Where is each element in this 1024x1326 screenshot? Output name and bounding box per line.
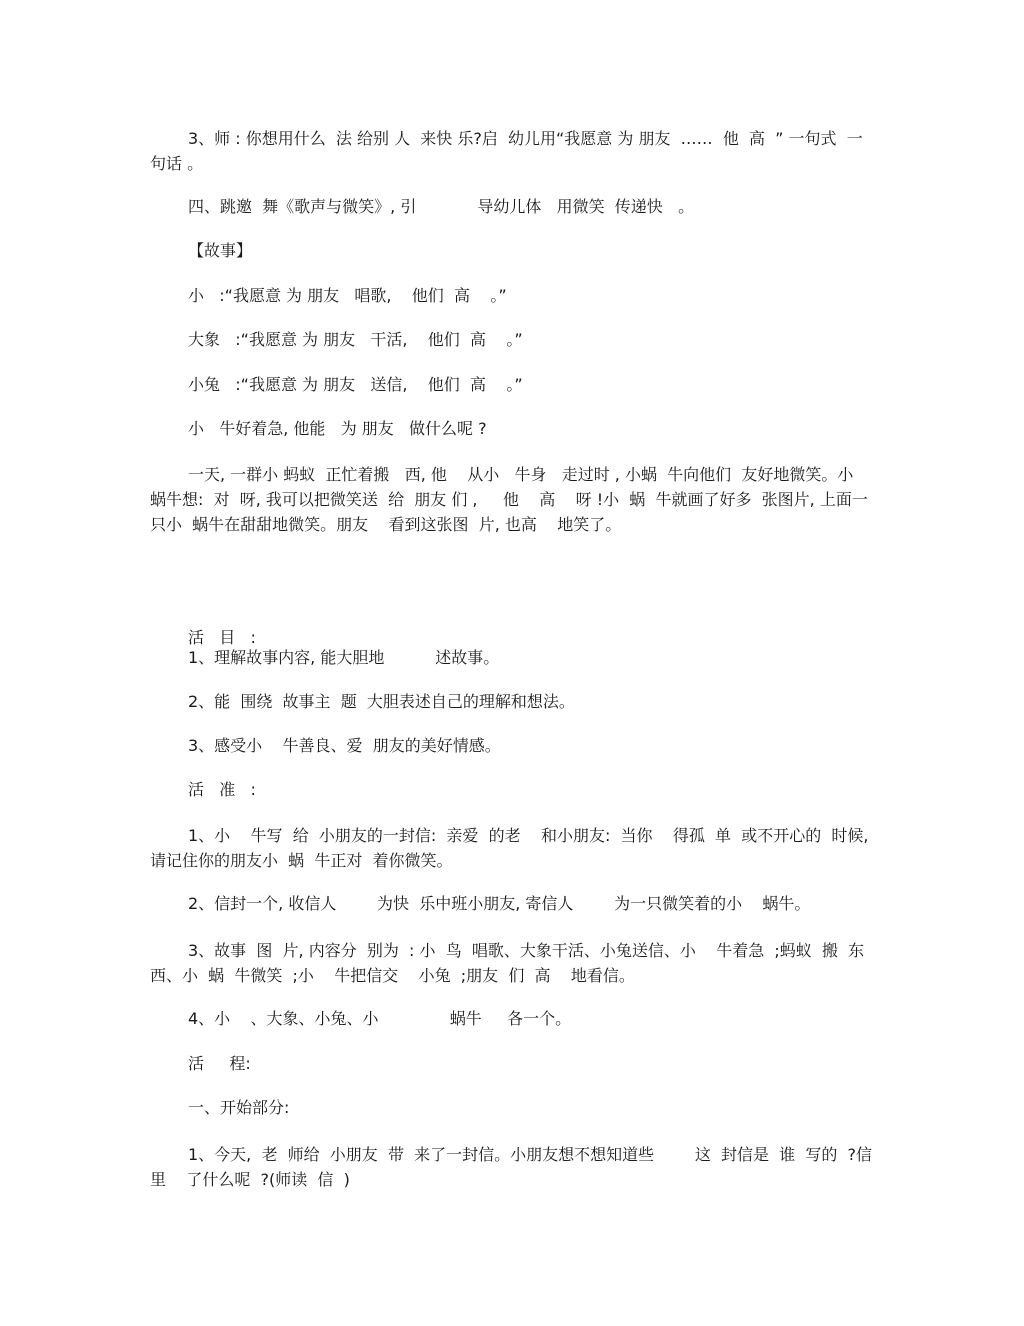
paragraph: 2、信封一个, 收信人 为快 乐中班小朋友, 寄信人 为一只微笑着的小 蜗牛。 [188,894,811,913]
paragraph: 四、跳邀 舞《歌声与微笑》, 引 导幼儿体 用微笑 传递快 。 [188,197,695,216]
paragraph: 3、故事 图 片, 内容分 别为 : 小 鸟 唱歌、大象干活、小兔送信、小 牛着急 ;蚂蚁 搬 东西、小 蜗 牛微笑 ;小 牛把信交 小兔 ;朋友 们 高 地看信。 [150,941,865,985]
paragraph: 1、理解故事内容, 能大胆地 述故事。 [188,648,500,667]
paragraph: 小 牛好着急, 他能 为 朋友 做什么呢 ? [188,419,487,438]
paragraph: 大象 :“我愿意 为 朋友 干活, 他们 高 。” [188,330,523,349]
paragraph: 3、感受小 牛善良、爱 朋友的美好情感。 [188,736,501,755]
paragraph: 1、今天, 老 师给 小朋友 带 来了一封信。小朋友想不想知道些 这 封信是 谁 写的 ?信里 了什么呢 ?(师读 信 ) [150,1145,872,1189]
section-heading: 活 准 : [188,780,256,799]
paragraph: 2、能 围绕 故事主 题 大胆表述自己的理解和想法。 [188,692,575,711]
paragraph: 一、开始部分: [188,1098,290,1117]
paragraph: 一天, 一群小 蚂蚁 正忙着搬 西, 他 从小 牛身 走过时 , 小蜗 牛向他们 友好地微笑。小 蜗牛想: 对 呀, 我可以把微笑送 给 朋友 们 , 他 高 呀 !小 蜗 牛就画了好多 张图片, 上面一只小 蜗牛在甜甜地微笑。朋友 看到这张图 片, 也高 地笑了。 [150,465,868,534]
section-heading: 活 程: [188,1054,251,1073]
section-heading: 活 目 : [188,628,256,647]
paragraph: 小兔 :“我愿意 为 朋友 送信, 他们 高 。” [188,375,523,394]
paragraph: 1、小 牛写 给 小朋友的一封信: 亲爱 的老 和小朋友: 当你 得孤 单 或不开心的 时候, 请记住你的朋友小 蜗 牛正对 着你微笑。 [150,826,874,870]
paragraph: 4、小 、大象、小兔、小 蜗牛 各一个。 [188,1009,572,1028]
paragraph: 小 :“我愿意 为 朋友 唱歌, 他们 高 。” [188,286,507,305]
paragraph: 3、师 : 你想用什么 法 给别 人 来快 乐?启 幼儿用“我愿意 为 朋友 …… 他 高 ” 一句式 一句话 。 [150,129,863,173]
section-heading: 【故事】 [188,241,253,260]
